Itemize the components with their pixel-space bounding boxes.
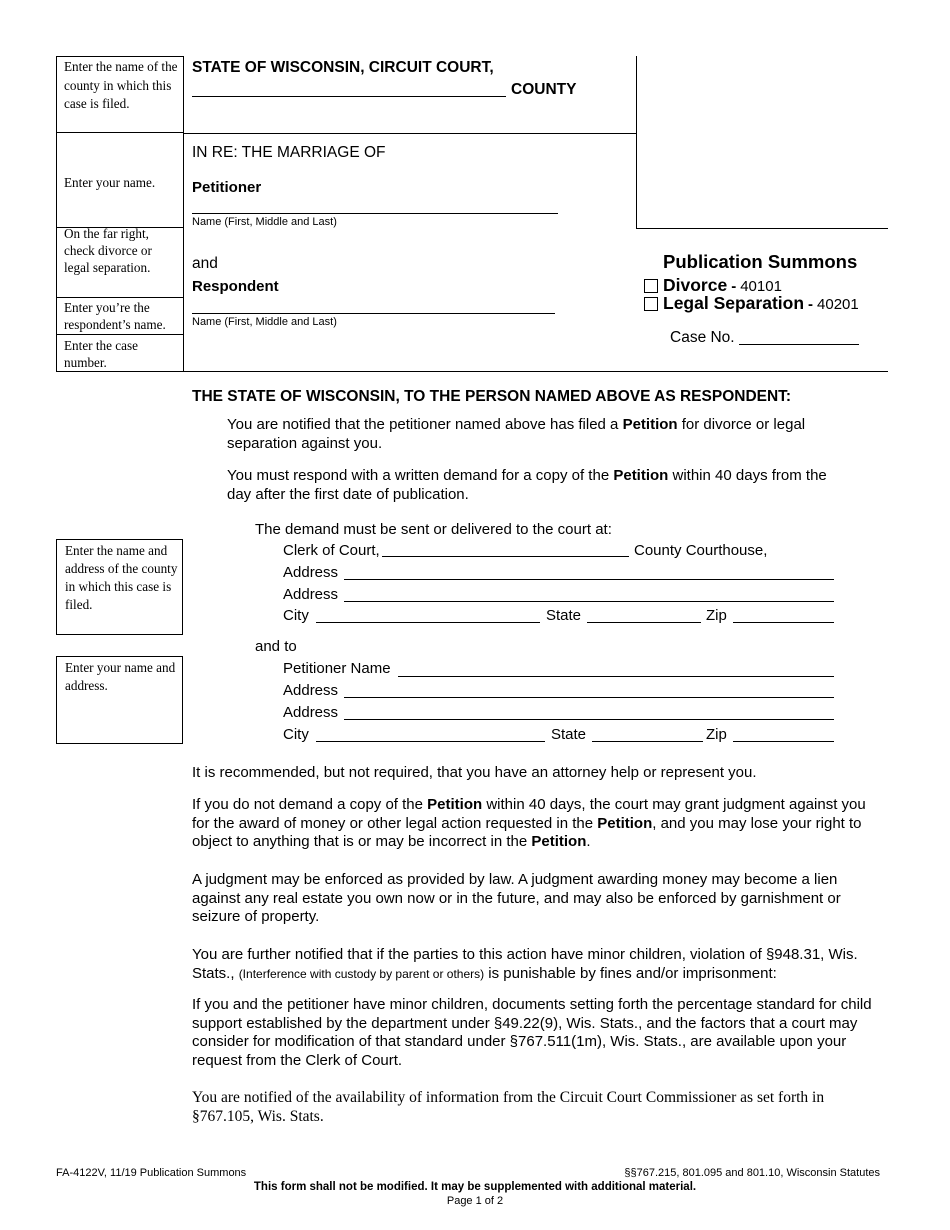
petitioner-label: Petitioner	[192, 179, 262, 196]
notice-paragraph-1: You are notified that the petitioner named above has filed a Petition for divorce or legal separation against you.	[227, 416, 806, 452]
in-re-label: IN RE: THE MARRIAGE OF	[192, 144, 386, 161]
court-address-label-1: Address	[283, 564, 339, 581]
respondent-name-caption: Name (First, Middle and Last)	[192, 316, 337, 328]
petitioner-name-field[interactable]	[192, 213, 558, 214]
footer-form-id: FA-4122V, 11/19 Publication Summons	[56, 1167, 247, 1179]
respondent-label: Respondent	[192, 278, 279, 295]
hint-divider-3	[56, 297, 184, 298]
caption-bottom	[56, 371, 888, 372]
hint-case-number: Enter the case number.	[64, 338, 138, 370]
case-no-label: Case No.	[670, 329, 735, 346]
court-address-label-2: Address	[283, 586, 339, 603]
frame-top	[56, 56, 184, 57]
and-label: and	[192, 255, 218, 272]
petitioner-zip-label: Zip	[706, 726, 727, 743]
footer-statutes: §§767.215, 801.095 and 801.10, Wisconsin Statutes	[624, 1167, 880, 1179]
petitioner-address-label-2: Address	[283, 704, 339, 721]
commissioner-paragraph: You are notified of the availability of information from the Circuit Court Commissioner as set forth in §767.105, Wis. Stats.	[192, 1089, 825, 1125]
legal-separation-checkbox[interactable]	[644, 297, 658, 311]
petitioner-address-field-2[interactable]	[344, 719, 834, 720]
petitioner-name-caption: Name (First, Middle and Last)	[192, 216, 337, 228]
petitioner-state-label: State	[551, 726, 587, 743]
court-address-field-2[interactable]	[344, 601, 834, 602]
frame-left	[56, 56, 57, 371]
notice-paragraph-2: You must respond with a written demand for a copy of the Petition within 40 days from the day after the first date of publication.	[227, 467, 827, 503]
and-to-label: and to	[255, 638, 297, 655]
petitioner-address-label-1: Address	[283, 682, 339, 699]
legal-separation-dash: -	[808, 296, 814, 313]
divorce-label: Divorce	[663, 275, 728, 295]
court-zip-label: Zip	[706, 607, 727, 624]
court-address-field-1[interactable]	[344, 579, 834, 580]
clerk-of-court-label: Clerk of Court,	[283, 542, 380, 559]
divorce-code: 40101	[740, 278, 782, 295]
hint-county: Enter the name of the county in which this case is filed.	[64, 59, 178, 111]
document-title: Publication Summons	[663, 251, 858, 272]
clerk-county-field[interactable]	[382, 556, 629, 557]
legal-separation-label: Legal Separation	[663, 293, 805, 313]
court-state-label: State	[546, 607, 582, 624]
hint-check: On the far right, check divorce or legal separation.	[64, 226, 152, 275]
petitioner-zip-field[interactable]	[733, 741, 834, 742]
child-support-paragraph: If you and the petitioner have minor children, documents setting forth the percentage standard for child support established by the department under §49.22(9), Wis. Stats., and the factors that a court may consider for modification of that standard under §767.511(1m), Wis. Stats., are available upon your request from the Clerk of Court.	[192, 996, 872, 1069]
petitioner-state-field[interactable]	[592, 741, 703, 742]
petitioner-address-field-1[interactable]	[344, 697, 834, 698]
hint-your-address: Enter your name and address.	[56, 656, 183, 744]
enforcement-paragraph: A judgment may be enforced as provided by law. A judgment awarding money may become a lien against any real estate you own now or in the future, and may also be enforced by garnishment or seizure of property.	[192, 871, 841, 925]
footer-notice: This form shall not be modified. It may be supplemented with additional material.	[253, 1181, 697, 1193]
hint-divider-1	[56, 132, 184, 133]
attorney-paragraph: It is recommended, but not required, that you have an attorney help or represent you.	[192, 764, 757, 781]
hint-court-address: Enter the name and address of the county in which this case is filed.	[56, 539, 183, 635]
court-city-label: City	[283, 607, 309, 624]
hint-your-name: Enter your name.	[64, 175, 156, 190]
respondent-name-field[interactable]	[192, 313, 555, 314]
petitioner-city-field[interactable]	[316, 741, 545, 742]
court-zip-field[interactable]	[733, 622, 834, 623]
legal-separation-code: 40201	[817, 296, 859, 313]
clerk-stamp-area-left	[636, 56, 637, 228]
divorce-dash: -	[731, 278, 737, 295]
legal-separation-option[interactable]	[644, 293, 859, 314]
county-name-field[interactable]	[192, 96, 506, 97]
custody-paragraph: You are further notified that if the parties to this action have minor children, violation of §948.31, Wis. Stats., (Interference with custody by parent or others) is punishable by fines and/or imprisonment:	[192, 946, 858, 982]
summons-heading: THE STATE OF WISCONSIN, TO THE PERSON NAMED ABOVE AS RESPONDENT:	[192, 388, 792, 405]
petitioner-city-label: City	[283, 726, 309, 743]
petitioner-name-label: Petitioner Name	[283, 660, 391, 677]
clerk-stamp-area-bottom	[636, 228, 888, 229]
county-courthouse-label: County Courthouse,	[634, 542, 768, 559]
frame-hint-divider	[183, 56, 184, 371]
case-no-field[interactable]	[739, 344, 859, 345]
default-judgment-paragraph: If you do not demand a copy of the Petition within 40 days, the court may grant judgment against you for the award of money or other legal action requested in the Petition, and you may lose your right to object to anything that is or may be incorrect in the Petition.	[192, 796, 866, 850]
county-section-bottom	[183, 133, 636, 134]
demand-intro: The demand must be sent or delivered to the court at:	[255, 521, 612, 538]
court-state-field[interactable]	[587, 622, 701, 623]
divorce-checkbox[interactable]	[644, 279, 658, 293]
hint-divider-4	[56, 334, 184, 335]
footer-page-number: Page 1 of 2	[446, 1195, 504, 1207]
court-title: STATE OF WISCONSIN, CIRCUIT COURT,	[192, 59, 494, 76]
petitioner-name-address-field[interactable]	[398, 676, 834, 677]
hint-respondent-name: Enter you’re the respondent’s name.	[64, 300, 166, 332]
court-city-field[interactable]	[316, 622, 540, 623]
county-label: COUNTY	[511, 81, 577, 98]
